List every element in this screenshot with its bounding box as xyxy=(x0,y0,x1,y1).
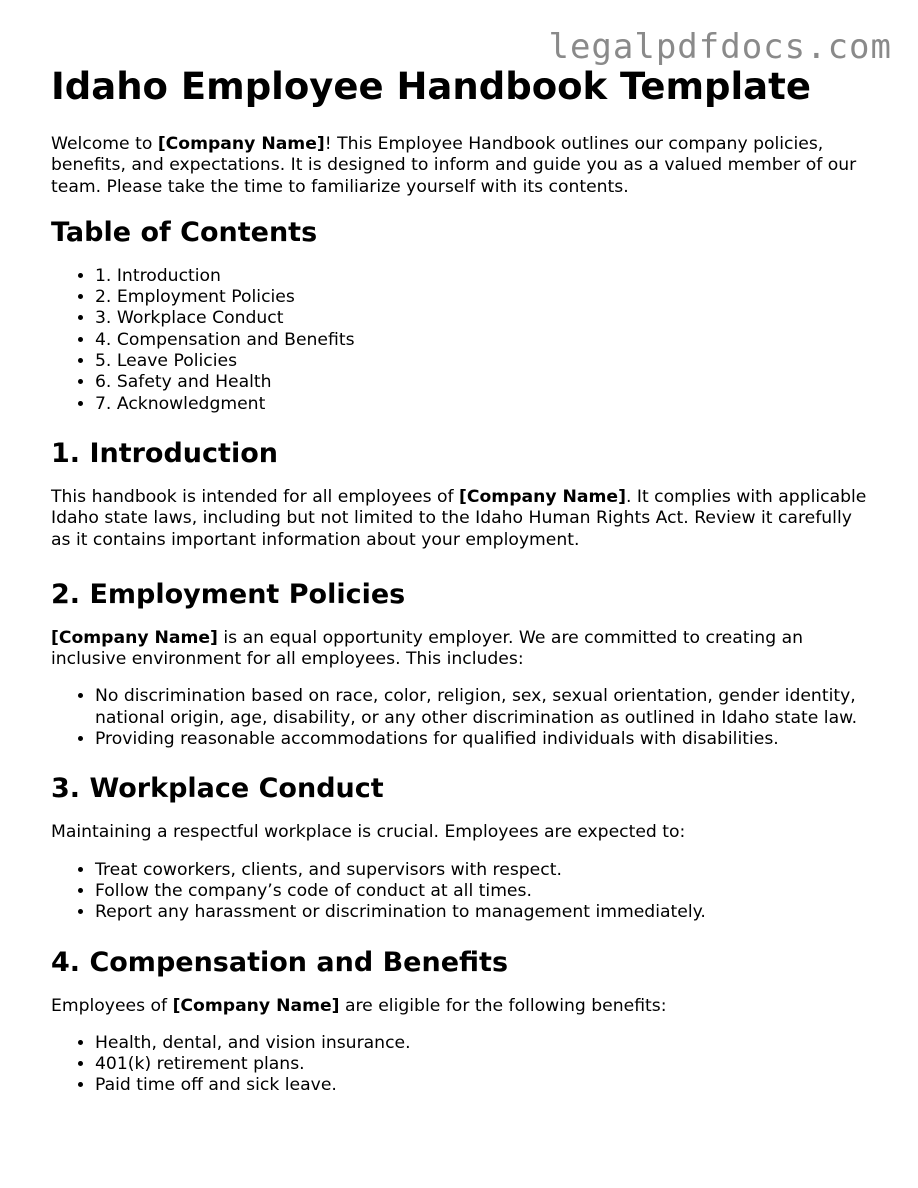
toc-list xyxy=(51,266,871,415)
compensation-text-after: are eligible for the following benefits: xyxy=(339,995,667,1016)
section-heading-employment-policies: 2. Employment Policies xyxy=(51,578,406,610)
document-body xyxy=(51,66,871,1119)
toc-item: • 1. Introduction xyxy=(95,266,871,287)
company-name-placeholder: [Company Name] xyxy=(51,627,218,648)
toc-item: • 4. Compensation and Benefits xyxy=(95,330,871,351)
watermark: legalpdfdocs.com xyxy=(548,27,892,67)
intro-text-after: ! This Employee Handbook outlines our company policies, benefits, and expectations. It is designed to inform and guide you as a valued member of our team. Please take the time to familiarize yourself with its contents. xyxy=(51,134,857,197)
section-heading-workplace-conduct: 3. Workplace Conduct xyxy=(51,773,384,805)
section-heading-compensation: 4. Compensation and Benefits xyxy=(51,946,509,978)
list-item: • Health, dental, and vision insurance. xyxy=(95,1033,871,1054)
conduct-paragraph: Maintaining a respectful workplace is crucial. Employees are expected to: xyxy=(51,822,686,843)
intro-paragraph xyxy=(51,134,871,198)
toc-item: • 5. Leave Policies xyxy=(95,351,871,372)
list-item: • Treat coworkers, clients, and supervisors with respect. xyxy=(95,860,871,881)
company-name-placeholder: [Company Name] xyxy=(172,995,340,1016)
conduct-list xyxy=(51,860,871,924)
company-name-placeholder: [Company Name] xyxy=(157,134,325,154)
list-item: • Follow the company’s code of conduct at all times. xyxy=(95,881,871,902)
page-title: Idaho Employee Handbook Template xyxy=(51,65,811,108)
compensation-text-before: Employees of xyxy=(51,995,173,1016)
toc-heading: Table of Contents xyxy=(51,216,318,248)
employment-paragraph xyxy=(51,628,871,671)
list-item: • Providing reasonable accommodations for qualified individuals with disabilities. xyxy=(95,729,871,750)
employment-list xyxy=(51,686,871,750)
section-heading-introduction: 1. Introduction xyxy=(51,437,278,469)
introduction-text-before: This handbook is intended for all employees of xyxy=(51,486,460,507)
introduction-paragraph xyxy=(51,487,871,551)
list-item: • 401(k) retirement plans. xyxy=(95,1054,871,1075)
benefits-list xyxy=(51,1033,871,1097)
toc-item: • 3. Workplace Conduct xyxy=(95,308,871,329)
employment-text-after: is an equal opportunity employer. We are committed to creating an inclusive environment for all employees. This includes: xyxy=(51,627,803,670)
list-item: • Report any harassment or discrimination to management immediately. xyxy=(95,902,871,923)
list-item: • No discrimination based on race, color, religion, sex, sexual orientation, gender identity, national origin, age, disability, or any other discrimination as outlined in Idaho state law. xyxy=(95,686,871,729)
compensation-paragraph xyxy=(51,996,871,1017)
introduction-text-after: . It complies with applicable Idaho state laws, including but not limited to the Idaho Human Rights Act. Review it carefully as it contains important information about your employment. xyxy=(51,486,867,550)
toc-item: • 7. Acknowledgment xyxy=(95,394,871,415)
list-item: • Paid time off and sick leave. xyxy=(95,1075,871,1096)
intro-text-before: Welcome to xyxy=(51,134,158,154)
toc-item: • 2. Employment Policies xyxy=(95,287,871,308)
company-name-placeholder: [Company Name] xyxy=(459,486,626,507)
toc-item: • 6. Safety and Health xyxy=(95,372,871,393)
